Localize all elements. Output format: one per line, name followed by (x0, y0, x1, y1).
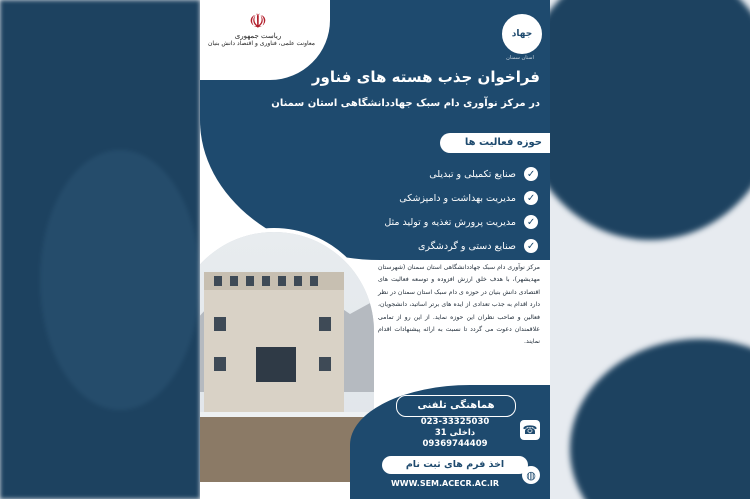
presidency-logo-line1: ریاست جمهوری (234, 32, 282, 40)
photo-window (230, 276, 238, 286)
iran-emblem-icon: ☫ (249, 9, 267, 33)
check-circle-icon: ✓ (524, 215, 538, 229)
photo-window (310, 276, 318, 286)
field-label: صنایع دستی و گردشگری (417, 240, 516, 252)
phone-heading: هماهنگی تلفنی (396, 395, 516, 417)
background-left-blur (0, 0, 200, 499)
background-blob-top (520, 0, 750, 240)
photo-window (262, 276, 270, 286)
check-circle-icon: ✓ (524, 167, 538, 181)
presidency-logo-line2: معاونت علمی، فناوری و اقتصاد دانش بنیان (208, 40, 315, 47)
list-item (320, 186, 538, 210)
photo-window (214, 276, 222, 286)
phone-extension: داخلی 31 (434, 428, 476, 438)
jahad-logo-text: جهاد (511, 29, 533, 39)
photo-window (319, 317, 331, 331)
check-circle-icon: ✓ (524, 239, 538, 253)
jahad-logo-sub: استان سمنان (506, 55, 534, 61)
photo-door (256, 347, 296, 382)
presidency-logo (208, 9, 315, 47)
globe-icon: ◍ (522, 466, 540, 484)
poster-subtitle: در مرکز نوآوری دام سبک جهاددانشگاهی استان سمنان (271, 98, 540, 109)
photo-window (319, 357, 331, 371)
list-item (320, 210, 538, 234)
poster-description: مرکز نوآوری دام سبک جهاددانشگاهی استان سمنان (شهرستان مهدیشهر)، با هدف خلق ارزش افزوده و توسعه فعالیت های اقتصادی دانش بنیان در حوزه ی دام سبک استان سمنان در نظر دارد اقدام به جذب تعدادی از ایده های برتر اساتید، دانشجویان، فعالین و صاحب نظران این حوزه نماید. از این رو از تمامی علاقمندان دعوت می گردد تا نسبت به ارائه پیشنهادات اقدام نمایند. (378, 264, 540, 346)
field-label: صنایع تکمیلی و تبدیلی (429, 168, 516, 180)
photo-window (246, 276, 254, 286)
website-url: WWW.SEM.ACECR.AC.IR (390, 479, 500, 488)
fields-heading: حوزه فعالیت ها (440, 133, 550, 153)
phone-icon: ☎ (520, 420, 540, 440)
check-circle-icon: ✓ (524, 191, 538, 205)
photo-building-roof (204, 272, 344, 290)
jahad-logo (500, 12, 544, 56)
field-label: مدیریت بهداشت و دامپزشکی (399, 192, 516, 204)
form-heading: اخذ فرم های ثبت نام (382, 456, 528, 474)
photo-window (294, 276, 302, 286)
field-label: مدیریت پرورش تغذیه و تولید مثل (384, 216, 516, 228)
contact-info (380, 417, 530, 450)
background-right-blur (550, 0, 750, 499)
poster (200, 0, 550, 499)
photo-window (278, 276, 286, 286)
list-item (320, 162, 538, 186)
mobile-number: 09369744409 (422, 439, 488, 449)
poster-title: فراخوان جذب هسته های فناور (311, 68, 540, 86)
phone-number: 023-33325030 (420, 417, 490, 427)
background-blob-bottom (570, 339, 750, 499)
photo-window (214, 317, 226, 331)
photo-window (214, 357, 226, 371)
